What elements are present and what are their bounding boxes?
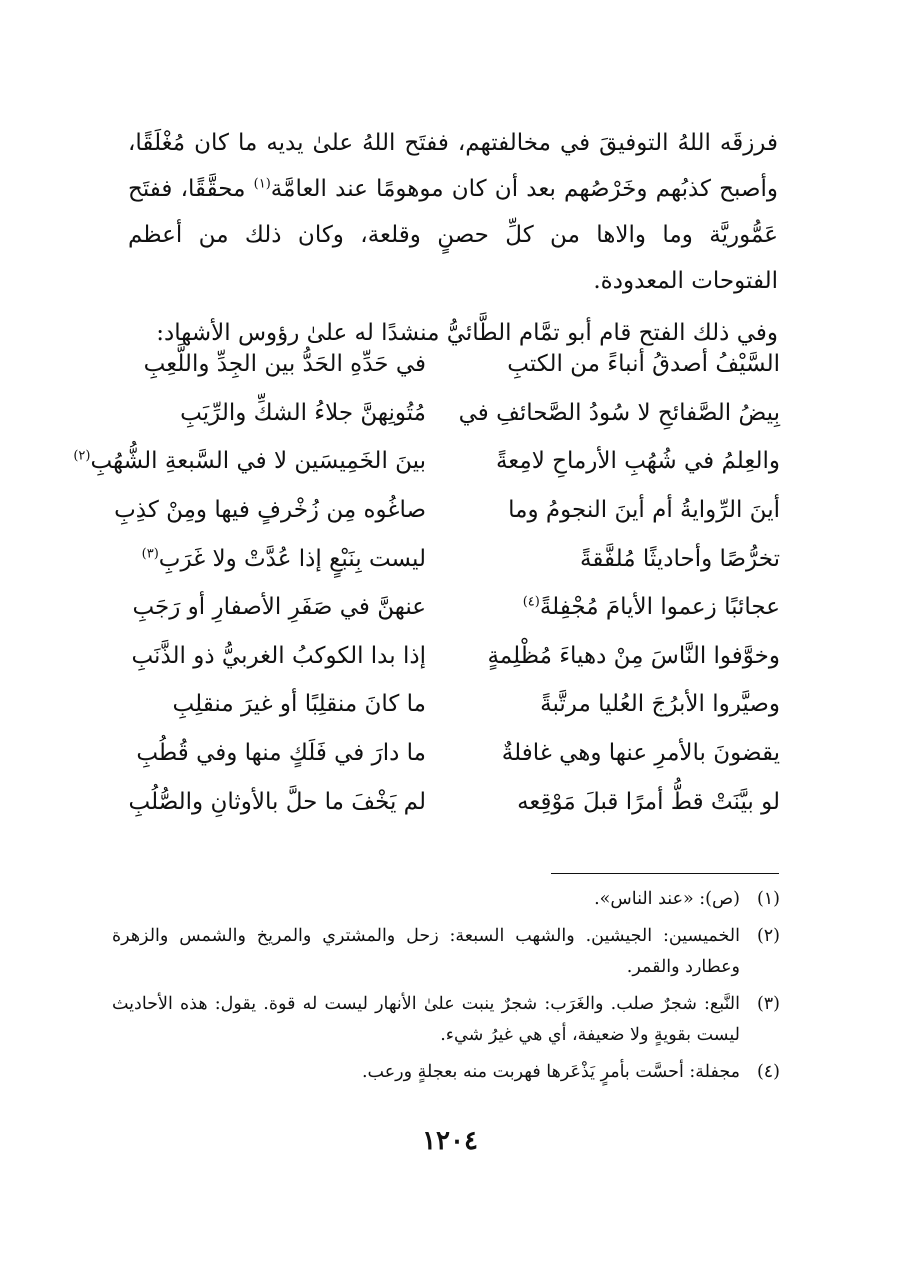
verse-line (118, 777, 780, 826)
verse-line (118, 729, 780, 778)
verse-line (118, 680, 780, 729)
verse-line (118, 340, 780, 389)
footnote-marker-1: (١) (253, 176, 271, 192)
poem-intro: وفي ذلك الفتح قام أبو تمَّام الطَّائيُّ منشدًا له علىٰ رؤوس الأشهاد: (156, 320, 778, 346)
footnote-text: النَّبع: شجرٌ صلب. والغَرَب: شجرٌ ينبت علىٰ الأنهار ليست له قوة. يقول: هذه الأحاديث ليست بقويةٍ ولا ضعيفة، أي هي غيرُ شيء. (112, 994, 740, 1045)
footnote-number: (١) (756, 889, 780, 909)
verse-first-hemistich: بِيضُ الصَّفائحِ لا سُودُ الصَّحائفِ في (458, 399, 780, 426)
verse-line (73, 437, 780, 486)
footnote (112, 1057, 780, 1088)
footnote-number: (٣) (756, 994, 780, 1014)
verse-second-hemistich: مُتُونِهنَّ جلاءُ الشكِّ والرِّيَبِ (180, 399, 426, 426)
verse-second-hemistich: إذا بدا الكوكبُ الغربيُّ ذو الذَّنَبِ (131, 642, 426, 669)
verse-line (114, 486, 780, 535)
footnote (112, 884, 780, 915)
footnote-text: الخميسين: الجيشين. والشهب السبعة: زحل والمشتري والمريخ والشمس والزهرة وعطارد والقمر. (112, 926, 740, 977)
footnote (112, 989, 780, 1051)
verse-first-hemistich: يقضونَ بالأمرِ عنها وهي غافلةٌ (501, 740, 780, 767)
verse-line (118, 534, 780, 583)
verse-second-hemistich: في حَدِّهِ الحَدُّ بين الجِدِّ واللَّعِبِ (143, 351, 426, 378)
verse-first-hemistich: عجائبًا زعموا الأيامَ مُجْفِلةً$^{(٤)}$ (522, 594, 780, 621)
footnote-text: مجفلة: أحسَّت بأمرٍ يَذْعَرها فهربت منه بعجلةٍ ورعب. (361, 1062, 740, 1082)
verse-line (118, 583, 780, 632)
footnote-divider (551, 873, 779, 874)
footnote-number: (٢) (756, 926, 780, 946)
paragraph-main (128, 120, 778, 304)
verse-second-hemistich: عنهنَّ في صَفَرِ الأصفارِ أو رَجَبِ (132, 594, 426, 621)
paragraph-main-text-end: محقَّقًا، ففتَح عَمُّوريَّة وما والاها من كلِّ حصنٍ وقلعة، وكان ذلك من أعظم الفتوحات المعدودة. (128, 176, 778, 294)
verse-line (118, 632, 780, 681)
body-text (128, 120, 778, 356)
verse-second-hemistich: صاغُوه مِن زُخْرفٍ فيها ومِنْ كذِبِ (114, 497, 426, 524)
verse-second-hemistich: ما دارَ في فَلَكٍ منها وفي قُطُبِ (136, 740, 426, 767)
footnotes (112, 884, 780, 1094)
verse-first-hemistich: وخوَّفوا النَّاسَ مِنْ دهياءَ مُظْلِمةٍ (487, 642, 780, 669)
footnote-marker-4: (٤) (522, 594, 540, 610)
footnote (112, 921, 780, 983)
verse-first-hemistich: والعِلمُ في شُهُبِ الأرماحِ لامِعةً (495, 448, 780, 475)
verse-first-hemistich: وصيَّروا الأبرُجَ العُليا مرتَّبةً (540, 691, 780, 718)
footnote-text: (ص): «عند الناس». (594, 889, 740, 909)
verse-first-hemistich: أينَ الرِّوايةُ أم أينَ النجومُ وما (508, 497, 780, 524)
verse-second-hemistich: بينَ الخَمِيسَين لا في السَّبعةِ الشُّهُبِ$^{(٢)}$ (73, 448, 426, 475)
poem (73, 340, 780, 826)
footnote-marker-2: (٢) (73, 448, 91, 464)
paragraph-main-text: فرزقَه اللهُ التوفيقَ في مخالفتهم، ففتَح اللهُ علىٰ يديه ما كان مُغْلَقًا، وأصبح كذبُهم وخَرْصُهم بعد أن كان موهومًا عند العامَّة (128, 130, 779, 202)
verse-first-hemistich: تخرُّصًا وأحاديثًا مُلفَّقةً (580, 545, 780, 572)
verse-first-hemistich: لو بيَّنَتْ قطُّ أمرًا قبلَ مَوْقِعه (517, 788, 780, 815)
footnote-marker-3: (٣) (141, 546, 159, 562)
verse-second-hemistich: لم يَخْفَ ما حلَّ بالأوثانِ والصُّلُبِ (128, 788, 426, 815)
verse-first-hemistich: السَّيْفُ أصدقُ أنباءً من الكتبِ (507, 351, 780, 378)
verse-second-hemistich: ليست بِنَبْعٍ إذا عُدَّتْ ولا غَرَبِ$^{(٣)}$ (141, 545, 426, 572)
verse-line (118, 389, 780, 438)
page-number: ١٢٠٤ (422, 1126, 478, 1156)
footnote-number: (٤) (756, 1062, 780, 1082)
verse-second-hemistich: ما كانَ منقلِبًا أو غيرَ منقلِبِ (172, 691, 426, 718)
